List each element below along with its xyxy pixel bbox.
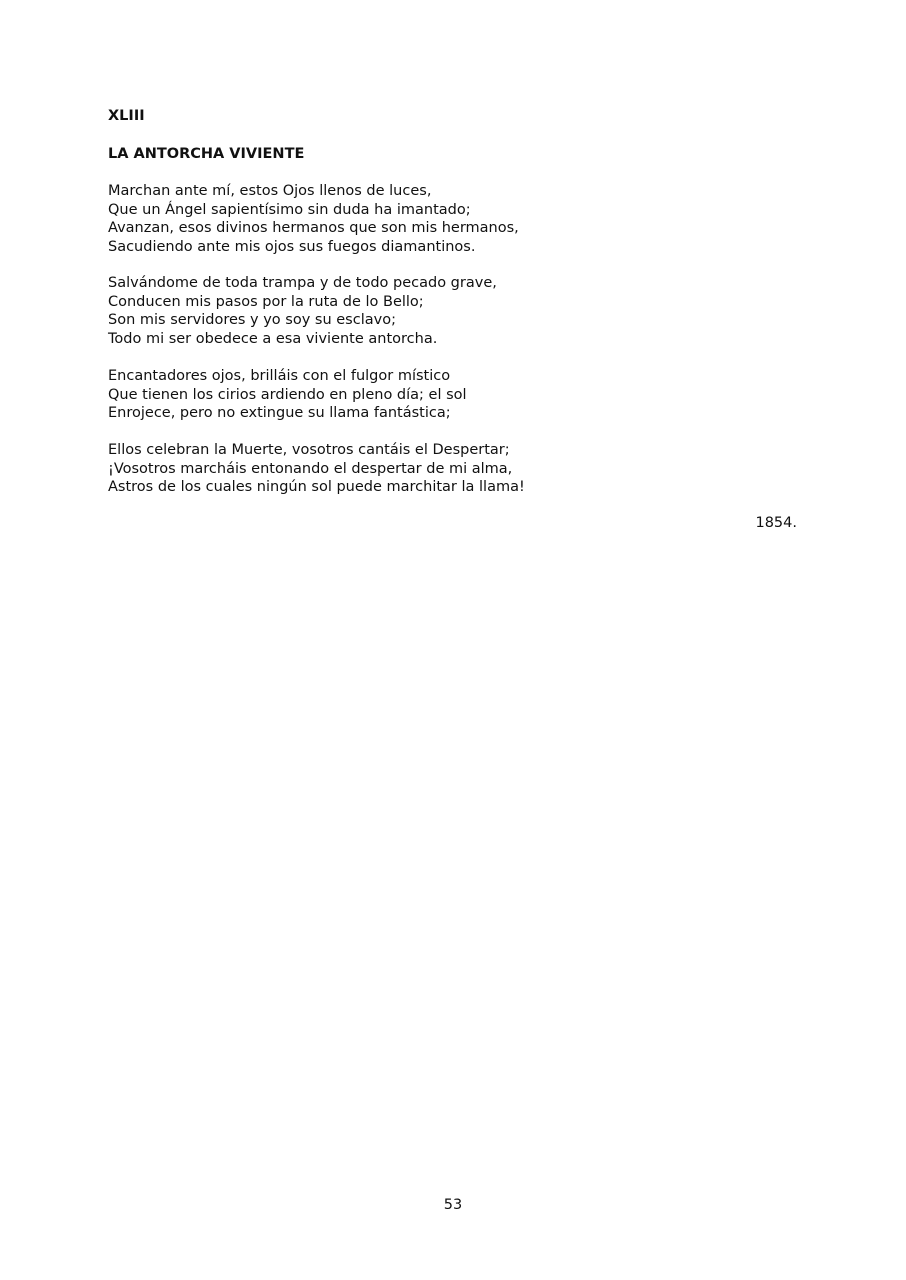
stanza-1 (108, 182, 519, 256)
verse-line: Que un Ángel sapientísimo sin duda ha imantado; (108, 201, 471, 218)
verse-line: Conducen mis pasos por la ruta de lo Bello; (108, 293, 424, 310)
poem-title: LA ANTORCHA VIVIENTE (108, 146, 305, 162)
stanza-2 (108, 274, 497, 348)
verse-line: Que tienen los cirios ardiendo en pleno día; el sol (108, 386, 467, 403)
verse-line: ¡Vosotros marcháis entonando el despertar de mi alma, (108, 460, 513, 477)
verse-line: Todo mi ser obedece a esa viviente antorcha. (108, 330, 438, 347)
section-number: XLIII (108, 108, 145, 124)
stanza-3 (108, 367, 467, 423)
page-number: 53 (443, 1197, 463, 1213)
verse-line: Ellos celebran la Muerte, vosotros cantáis el Despertar; (108, 442, 510, 458)
poem-date: 1854. (755, 515, 797, 531)
verse-line: Son mis servidores y yo soy su esclavo; (108, 312, 396, 329)
stanza-4 (108, 441, 525, 497)
verse-line: Enrojece, pero no extingue su llama fantástica; (108, 405, 451, 422)
verse-line: Astros de los cuales ningún sol puede marchitar la llama! (108, 479, 525, 496)
verse-line: Marchan ante mí, estos Ojos llenos de luces, (108, 183, 432, 199)
verse-line: Salvándome de toda trampa y de todo pecado grave, (108, 275, 497, 291)
verse-line: Sacudiendo ante mis ojos sus fuegos diamantinos. (108, 238, 476, 255)
verse-line: Encantadores ojos, brilláis con el fulgor místico (108, 368, 451, 384)
verse-line: Avanzan, esos divinos hermanos que son mis hermanos, (108, 220, 519, 237)
